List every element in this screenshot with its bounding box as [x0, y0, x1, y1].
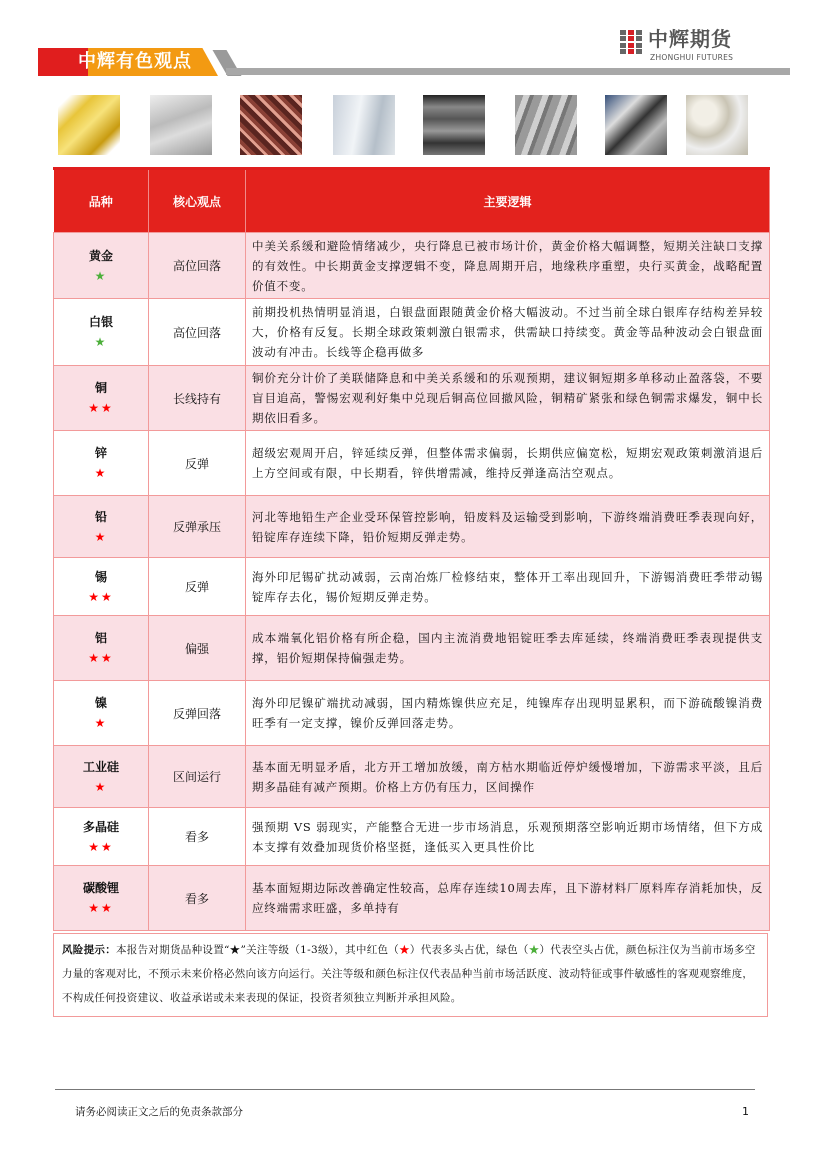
core-view: 看多 [149, 808, 246, 866]
lead-image [515, 95, 577, 155]
table-row [54, 496, 770, 558]
star-rating-icon: ★★ [88, 901, 114, 915]
main-logic: 基本面无明显矛盾，北方开工增加放缓，南方枯水期临近停炉缓慢增加，下游需求平淡，且后期多晶硅有减产预期。价格上方仍有压力，区间操作 [246, 746, 770, 808]
star-rating-icon: ★ [94, 268, 108, 283]
variety-name: 铜 [94, 381, 107, 395]
core-view: 反弹回落 [149, 681, 246, 746]
strip-bar [226, 68, 790, 75]
star-rating-icon: ★ [94, 529, 108, 544]
star-rating-icon: ★★ [88, 401, 114, 415]
variety-cell [54, 496, 149, 558]
variety-cell [54, 616, 149, 681]
variety-name: 工业硅 [82, 759, 119, 774]
table-row [54, 558, 770, 616]
variety-cell [54, 808, 149, 866]
logo-text-cn: 中辉期货 [648, 27, 732, 51]
silicon-image [605, 95, 667, 155]
core-view: 偏强 [149, 616, 246, 681]
aluminum-image [333, 95, 395, 155]
table-row [54, 431, 770, 496]
star-rating-icon: ★★ [88, 839, 114, 854]
header-logic: 主要逻辑 [246, 170, 770, 233]
variety-cell [54, 681, 149, 746]
risk-text: ）代表空头占优，颜色标注仅为当前市场多空力量的客观对比，不预示未来价格必然向该方向运行。关注等级和颜色标注仅代表品种当前市场活跃度、波动特征或事件敏感性的客观观察维度，不构成任何投资建议、收益承诺或未来表现的保证，投资者须独立判断并承担风险。 [62, 944, 756, 1004]
nickel-image [686, 95, 748, 155]
logo-grid-icon [620, 30, 642, 54]
header-variety: 品种 [54, 170, 149, 233]
star-rating-icon: ★ [94, 335, 108, 349]
core-view: 长线持有 [149, 366, 246, 431]
variety-cell [54, 431, 149, 496]
variety-cell [54, 558, 149, 616]
main-logic: 基本面短期边际改善确定性较高，总库存连续10周去库，且下游材料厂原料库存消耗加快，反应终端需求旺盛，多单持有 [246, 866, 770, 931]
table-row [54, 681, 770, 746]
star-rating-icon: ★ [94, 716, 108, 730]
banner-title: 中辉有色观点 [78, 51, 192, 72]
table-row [54, 866, 770, 931]
variety-name: 黄金 [88, 248, 113, 263]
variety-name: 铅 [94, 509, 107, 524]
variety-name: 锡 [94, 569, 107, 584]
main-logic: 海外印尼锡矿扰动减弱，云南冶炼厂检修结束，整体开工率出现回升，下游锡消费旺季带动锡锭库存去化，锡价短期反弹走势。 [246, 558, 770, 616]
table-row [54, 808, 770, 866]
footer-rule [55, 1089, 755, 1090]
core-view: 高位回落 [149, 233, 246, 299]
risk-disclaimer [53, 933, 768, 1017]
core-view: 反弹 [149, 431, 246, 496]
main-content [53, 170, 770, 1017]
main-logic: 成本端氧化铝价格有所企稳，国内主流消费地铝锭旺季去库延续，终端消费旺季表现提供支撑，铝价短期保持偏强走势。 [246, 616, 770, 681]
variety-cell [54, 746, 149, 808]
core-view: 反弹 [149, 558, 246, 616]
star-rating-icon: ★★ [88, 589, 114, 604]
table-row [54, 233, 770, 299]
main-logic: 海外印尼镍矿端扰动减弱，国内精炼镍供应充足，纯镍库存出现明显累积，而下游硫酸镍消费旺季有一定支撑，镍价反弹回落走势。 [246, 681, 770, 746]
table-row [54, 616, 770, 681]
main-logic: 前期投机热情明显消退，白银盘面跟随黄金价格大幅波动。不过当前全球白银库存结构差异较大，价格有反复。长期全球政策刺激白银需求，供需缺口持续变。黄金等品种波动会白银盘面波动有冲击。长线等企稳再做多 [246, 299, 770, 366]
gold-image [58, 95, 120, 155]
variety-name: 白银 [88, 315, 113, 329]
variety-cell [54, 366, 149, 431]
core-view: 区间运行 [149, 746, 246, 808]
main-logic: 强预期 VS 弱现实，产能整合无进一步市场消息，乐观预期落空影响近期市场情绪，但下方成本支撑有效叠加现货价格坚挺，逢低买入更具性价比 [246, 808, 770, 866]
footer-disclaimer: 请务必阅读正文之后的免责条款部分 [75, 1106, 243, 1118]
logo-text-en: ZHONGHUI FUTURES [650, 53, 734, 62]
table-header [54, 170, 770, 233]
variety-name: 铝 [94, 631, 107, 645]
header-view: 核心观点 [149, 170, 246, 233]
risk-text: 本报告对期货品种设置“★”关注等级（1-3级），其中红色（ [116, 944, 400, 956]
main-logic: 超级宏观周开启，锌延续反弹，但整体需求偏弱，长期供应偏宽松，短期宏观政策刺激消退后上方空间或有限，中长期看，锌供增需减，维持反弹逢高沽空观点。 [246, 431, 770, 496]
star-rating-icon: ★ [94, 466, 108, 480]
table-row [54, 299, 770, 366]
variety-name: 多晶硅 [82, 819, 119, 834]
risk-text: ）代表多头占优，绿色（ [409, 944, 529, 956]
core-view: 高位回落 [149, 299, 246, 366]
copper-image [240, 95, 302, 155]
silver-image [150, 95, 212, 155]
red-star-icon: ★ [399, 944, 410, 956]
variety-name: 镍 [94, 696, 107, 710]
main-logic: 铜价充分计价了美联储降息和中美关系缓和的乐观预期，建议铜短期多单移动止盈落袋，不要盲目追高，警惕宏观利好集中兑现后铜高位回撤风险，铜精矿紧张和绿色铜需求爆发，铜中长期依旧看多。 [246, 366, 770, 431]
page-number: 1 [742, 1105, 749, 1118]
variety-name: 锌 [94, 446, 107, 460]
company-logo [620, 28, 770, 64]
table-row [54, 746, 770, 808]
variety-cell [54, 299, 149, 366]
variety-cell [54, 233, 149, 299]
table-row [54, 366, 770, 431]
star-rating-icon: ★ [94, 779, 108, 794]
main-logic: 中美关系缓和避险情绪减少，央行降息已被市场计价，黄金价格大幅调整，短期关注缺口支撑的有效性。中长期黄金支撑逻辑不变，降息周期开启，地缘秩序重塑，央行买黄金，战略配置价值不变。 [246, 233, 770, 299]
star-rating-icon: ★★ [88, 651, 114, 665]
risk-label: 风险提示： [62, 944, 116, 956]
variety-name: 碳酸锂 [82, 881, 119, 895]
green-star-icon: ★ [528, 944, 540, 956]
core-view: 反弹承压 [149, 496, 246, 558]
core-view: 看多 [149, 866, 246, 931]
views-table [53, 170, 770, 931]
variety-cell [54, 866, 149, 931]
zinc-image [423, 95, 485, 155]
main-logic: 河北等地铅生产企业受环保管控影响，铅废料及运输受到影响，下游终端消费旺季表现向好，铅锭库存连续下降，铅价短期反弹走势。 [246, 496, 770, 558]
